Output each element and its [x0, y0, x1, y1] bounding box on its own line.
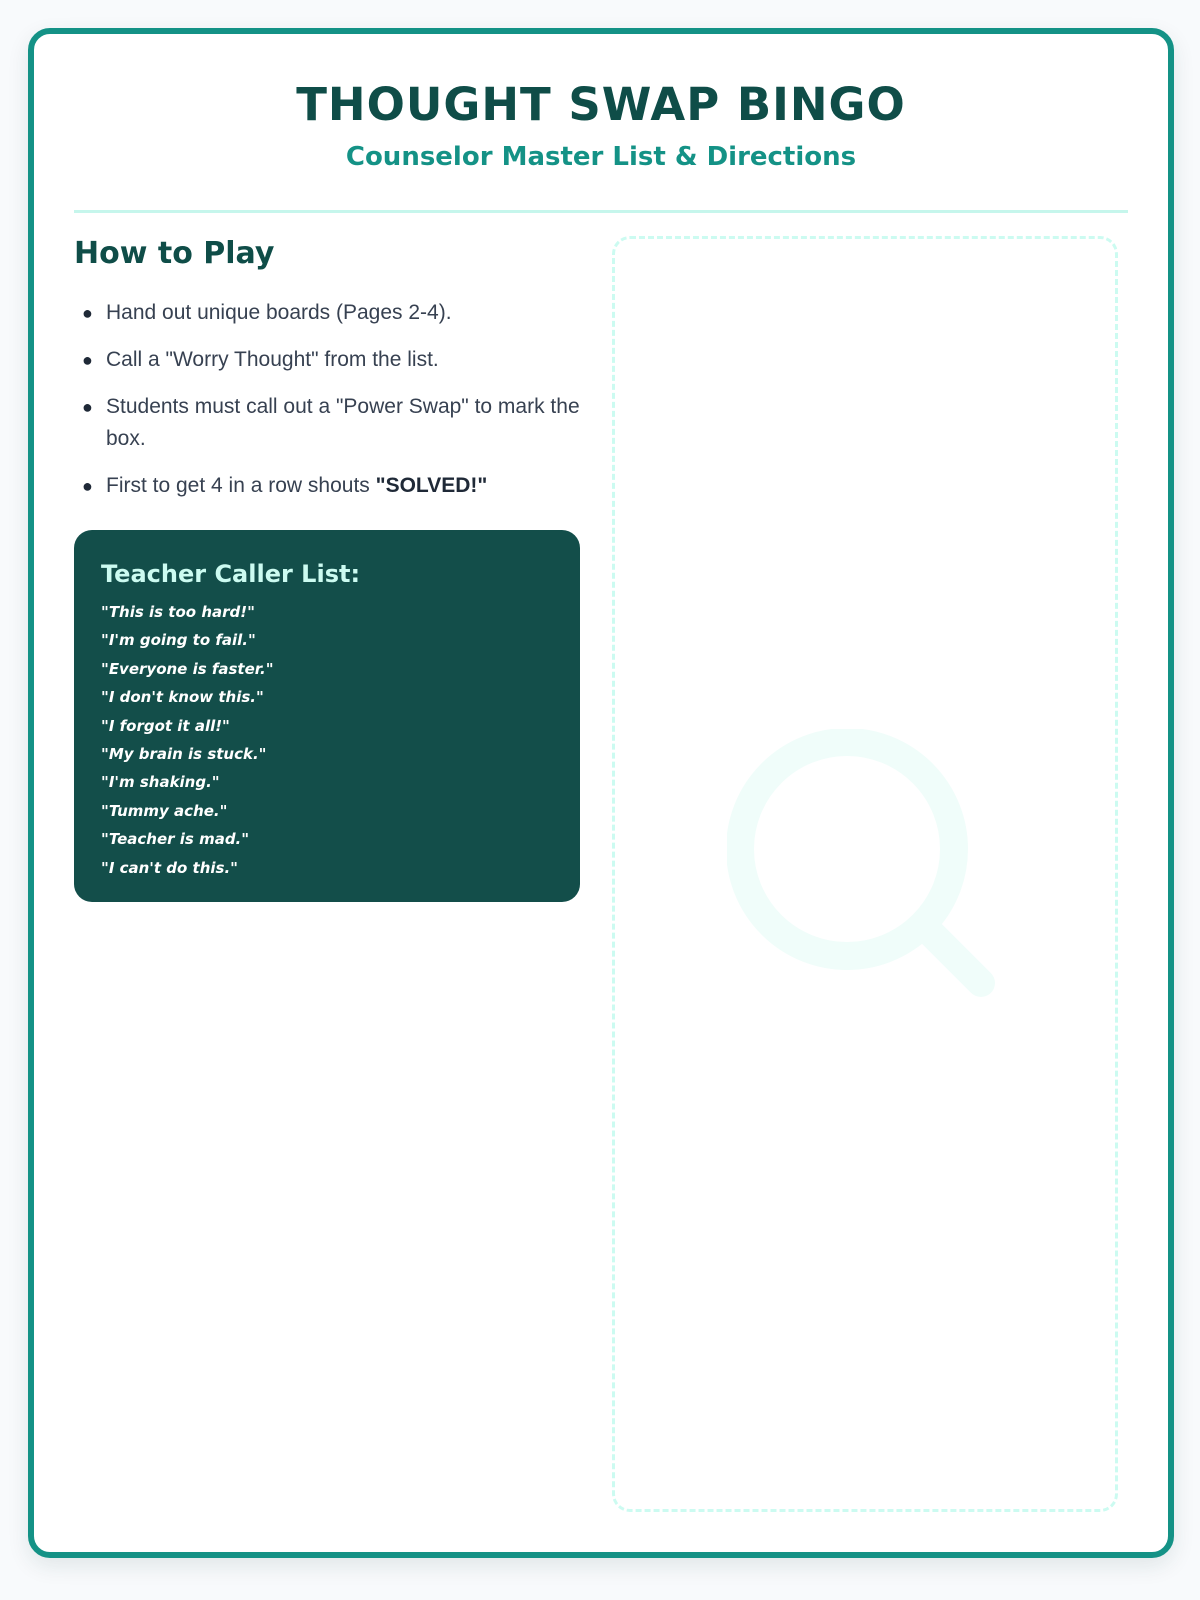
caller-list-item: "This is too hard!": [101, 603, 255, 621]
search-icon: [727, 729, 997, 999]
rule-text: Hand out unique boards (Pages 2-4).: [106, 301, 452, 324]
caller-list: [101, 598, 554, 882]
caller-list-heading: Teacher Caller List:: [101, 560, 361, 588]
caller-list-item: "Tummy ache.": [101, 801, 228, 820]
rule-item: [74, 391, 580, 455]
bullet-icon: ●: [82, 476, 93, 496]
caller-list-item: "I don't know this.": [101, 688, 264, 707]
worksheet-page: [28, 28, 1174, 1558]
rule-text: Call a "Worry Thought" from the list.: [106, 348, 439, 371]
page-title: THOUGHT SWAP BINGO: [296, 78, 906, 131]
caller-list-item: "I'm going to fail.": [101, 631, 256, 650]
caller-list-item: "Teacher is mad.": [101, 830, 250, 849]
rule-item: [74, 470, 580, 502]
rule-text: Students must call out a "Power Swap" to mark the box.: [106, 395, 580, 450]
page-header: [74, 34, 1128, 213]
bullet-icon: ●: [82, 350, 93, 370]
caller-list-item: "I forgot it all!": [101, 716, 230, 735]
how-to-play-heading: How to Play: [74, 236, 275, 271]
page-subtitle: Counselor Master List & Directions: [345, 142, 857, 172]
rules-list: [74, 297, 580, 502]
bullet-icon: ●: [82, 397, 93, 417]
caller-list-item: "I'm shaking.": [101, 773, 220, 792]
bullet-icon: ●: [82, 303, 93, 323]
rule-item: [74, 344, 580, 376]
caller-list-item: "I can't do this.": [101, 858, 238, 877]
rule-emphasis: "SOLVED!": [375, 474, 488, 497]
teacher-caller-list-box: [74, 530, 580, 902]
caller-list-item: "My brain is stuck.": [101, 745, 267, 764]
rule-text: First to get 4 in a row shouts: [106, 474, 376, 497]
rule-item: [74, 297, 580, 329]
image-placeholder: [612, 236, 1118, 1512]
caller-list-item: "Everyone is faster.": [101, 659, 274, 678]
directions-column: [74, 236, 580, 902]
